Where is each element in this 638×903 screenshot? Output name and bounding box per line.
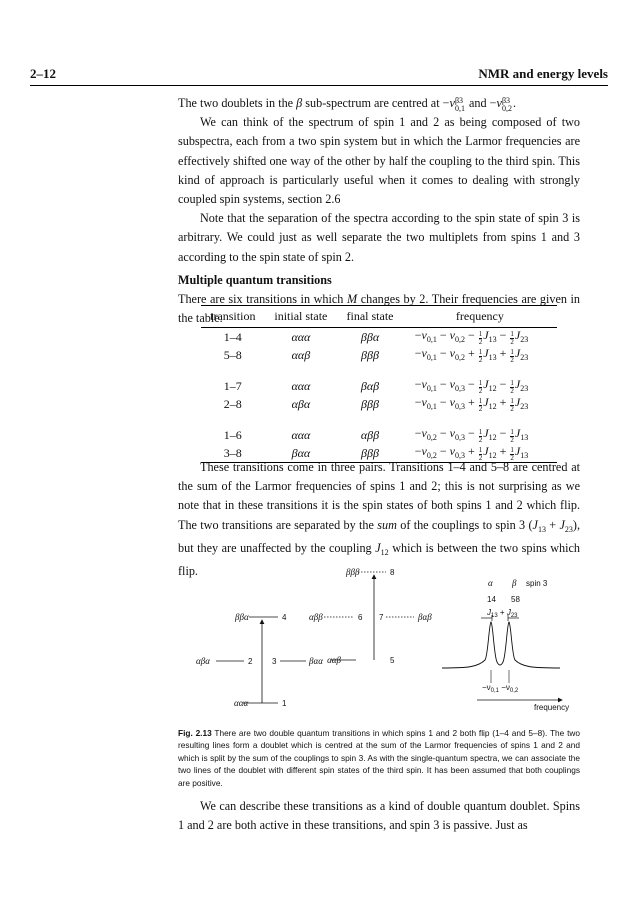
frequency-cell: $-\nu_{0,1} - \nu_{0,2}$ − $\frac{1}{2}$ $J_{13}$ − $\frac{1}{2}$ $J_{23}$ <box>414 328 529 346</box>
final-state-cell: βββ <box>361 396 379 411</box>
peak-14-label: 14 <box>487 595 496 604</box>
paragraph-4: There are six transitions in which M changes by 2. Their frequencies are given in the table. <box>178 292 581 326</box>
figure-label: Fig. 2.13 <box>178 728 212 738</box>
col-frequency: frequency <box>403 306 557 328</box>
frequency-cell: $-\nu_{0,1} - \nu_{0,3}$ + $\frac{1}{2}$ $J_{12}$ + $\frac{1}{2}$ $J_{23}$ <box>414 395 529 413</box>
initial-state-cell: βαα <box>265 444 338 463</box>
transition-cell: 5–8 <box>223 347 242 362</box>
text-column-middle <box>178 458 580 581</box>
level-6-num: 6 <box>358 613 363 622</box>
final-state-cell: βββ <box>361 347 379 362</box>
frequency-cell: $-\nu_{0,2} - \nu_{0,3}$ + $\frac{1}{2}$ $J_{12}$ + $\frac{1}{2}$ $J_{13}$ <box>403 444 557 463</box>
level-3-num: 3 <box>272 657 277 666</box>
level-8-state: βββ <box>346 567 360 577</box>
figure-caption: Fig. 2.13 There are two double quantum transitions in which spins 1 and 2 both flip (1–4 and 5–8). The two resulting lines form a doublet which is centred at the sum of the Larmor frequencies of spins 1 and 2 and which is split by the sum of the couplings to spin 3. As with the single-quantum spectra, we can associate the two lines of the doublet with different spin states of the third spin. It has been assumed that both couplings are positive. <box>178 728 580 788</box>
level-1-num: 1 <box>282 699 287 708</box>
level-2-state: αβα <box>196 656 210 666</box>
level-5-state: ααβ <box>327 655 341 665</box>
nu-axis-label: $-\nu_{0,1} -\nu_{0,2}$ <box>482 683 519 694</box>
level-8-num: 8 <box>390 568 395 577</box>
frequency-label: frequency <box>534 703 570 712</box>
table-header-row <box>201 306 557 328</box>
paragraph-3: Note that the separation of the spectra according to the spin state of spin 3 is arbitrary. We could just as well separate the two multiplets from spins 1 and 3 according to the spin state of spin 2. <box>178 211 580 264</box>
final-state-cell: βαβ <box>360 378 380 393</box>
running-header <box>30 66 608 84</box>
transition-cell: 1–4 <box>223 329 242 344</box>
spectrum-trace <box>442 622 560 668</box>
level-4-state: ββα <box>235 612 249 622</box>
level-1-state: ααα <box>234 698 249 708</box>
paragraph-1: The two doublets in the β sub-spectrum are centred at −ν β3 0,1 and −ν β3 0,2 . <box>178 96 516 113</box>
table-row <box>201 328 557 347</box>
transition-cell: 3–8 <box>201 444 265 463</box>
level-2-num: 2 <box>248 657 253 666</box>
col-final-state: final state <box>337 306 403 328</box>
final-state-cell: ββα <box>360 329 380 344</box>
section-title: NMR and energy levels <box>478 66 608 81</box>
paragraph-6: We can describe these transitions as a kind of double quantum doublet. Spins 1 and 2 are both active in these transitions, and spin 3 is passive. Just as <box>178 799 580 833</box>
page-number: 2–12 <box>30 66 56 81</box>
coupling-label: $J_{13} + J_{23}$ <box>487 608 518 619</box>
paragraph-2: We can think of the spectrum of spin 1 and 2 as being composed of two subspectra, each from a two spin system but in which the Larmor frequencies are effectively shifted one way of the other by half the coupling to the third spin. This kind of approach is particularly useful when it comes to dealing with strongly coupled spin systems, section 2.6 <box>178 115 580 207</box>
transition-cell: 2–8 <box>223 396 242 411</box>
table-row <box>201 346 557 364</box>
initial-state-cell: ααα <box>291 427 311 442</box>
section-heading: Multiple quantum transitions <box>178 272 332 287</box>
col-initial-state: initial state <box>265 306 338 328</box>
header-rule <box>30 85 608 86</box>
initial-state-cell: ααβ <box>291 347 311 362</box>
peak-58-label: 58 <box>511 595 520 604</box>
final-state-cell: αββ <box>360 427 380 442</box>
level-7-state: βαβ <box>418 612 432 622</box>
frequency-cell: $-\nu_{0,1} - \nu_{0,3}$ − $\frac{1}{2}$ $J_{12}$ − $\frac{1}{2}$ $J_{23}$ <box>414 377 529 395</box>
level-6-state: αββ <box>309 612 323 622</box>
col-transition: transition <box>201 306 265 328</box>
frequency-cell: $-\nu_{0,1} - \nu_{0,2}$ + $\frac{1}{2}$ $J_{13}$ + $\frac{1}{2}$ $J_{23}$ <box>414 346 529 364</box>
level-3-state: βαα <box>309 656 323 666</box>
transition-table <box>201 305 557 463</box>
table-row <box>201 426 557 444</box>
text-column-bottom <box>178 797 580 835</box>
initial-state-cell: ααα <box>291 329 311 344</box>
level-4-num: 4 <box>282 613 287 622</box>
level-5-num: 5 <box>390 656 395 665</box>
spin3-beta-label: β <box>512 578 517 588</box>
transition-cell: 1–6 <box>223 427 242 442</box>
spin3-alpha-label: α <box>488 578 493 588</box>
transition-cell: 1–7 <box>223 378 242 393</box>
frequency-cell: $-\nu_{0,2} - \nu_{0,3}$ − $\frac{1}{2}$ $J_{12}$ − $\frac{1}{2}$ $J_{13}$ <box>414 426 529 444</box>
spin3-label: spin 3 <box>526 579 548 588</box>
table-row <box>201 395 557 413</box>
energy-level-figure <box>178 564 580 729</box>
text-column-top <box>178 94 580 328</box>
level-7-num: 7 <box>379 613 384 622</box>
table-row <box>201 377 557 395</box>
initial-state-cell: αβα <box>291 396 311 411</box>
initial-state-cell: ααα <box>291 378 311 393</box>
paragraph-5: These transitions come in three pairs. Transitions 1–4 and 5–8 are centred at the sum of the Larmor frequencies of spins 1 and 2; this is not surprising as we note that in these transitions it is the spin states of both spins 1 and 2 which flip. The two transitions are separated by the sum of the couplings to spin 3 $(J_{13} + J_{23})$, but they are unaffected by the coupling $J_{12}$ which is between the two spins which flip. <box>178 460 581 579</box>
final-state-cell: βββ <box>337 444 403 463</box>
